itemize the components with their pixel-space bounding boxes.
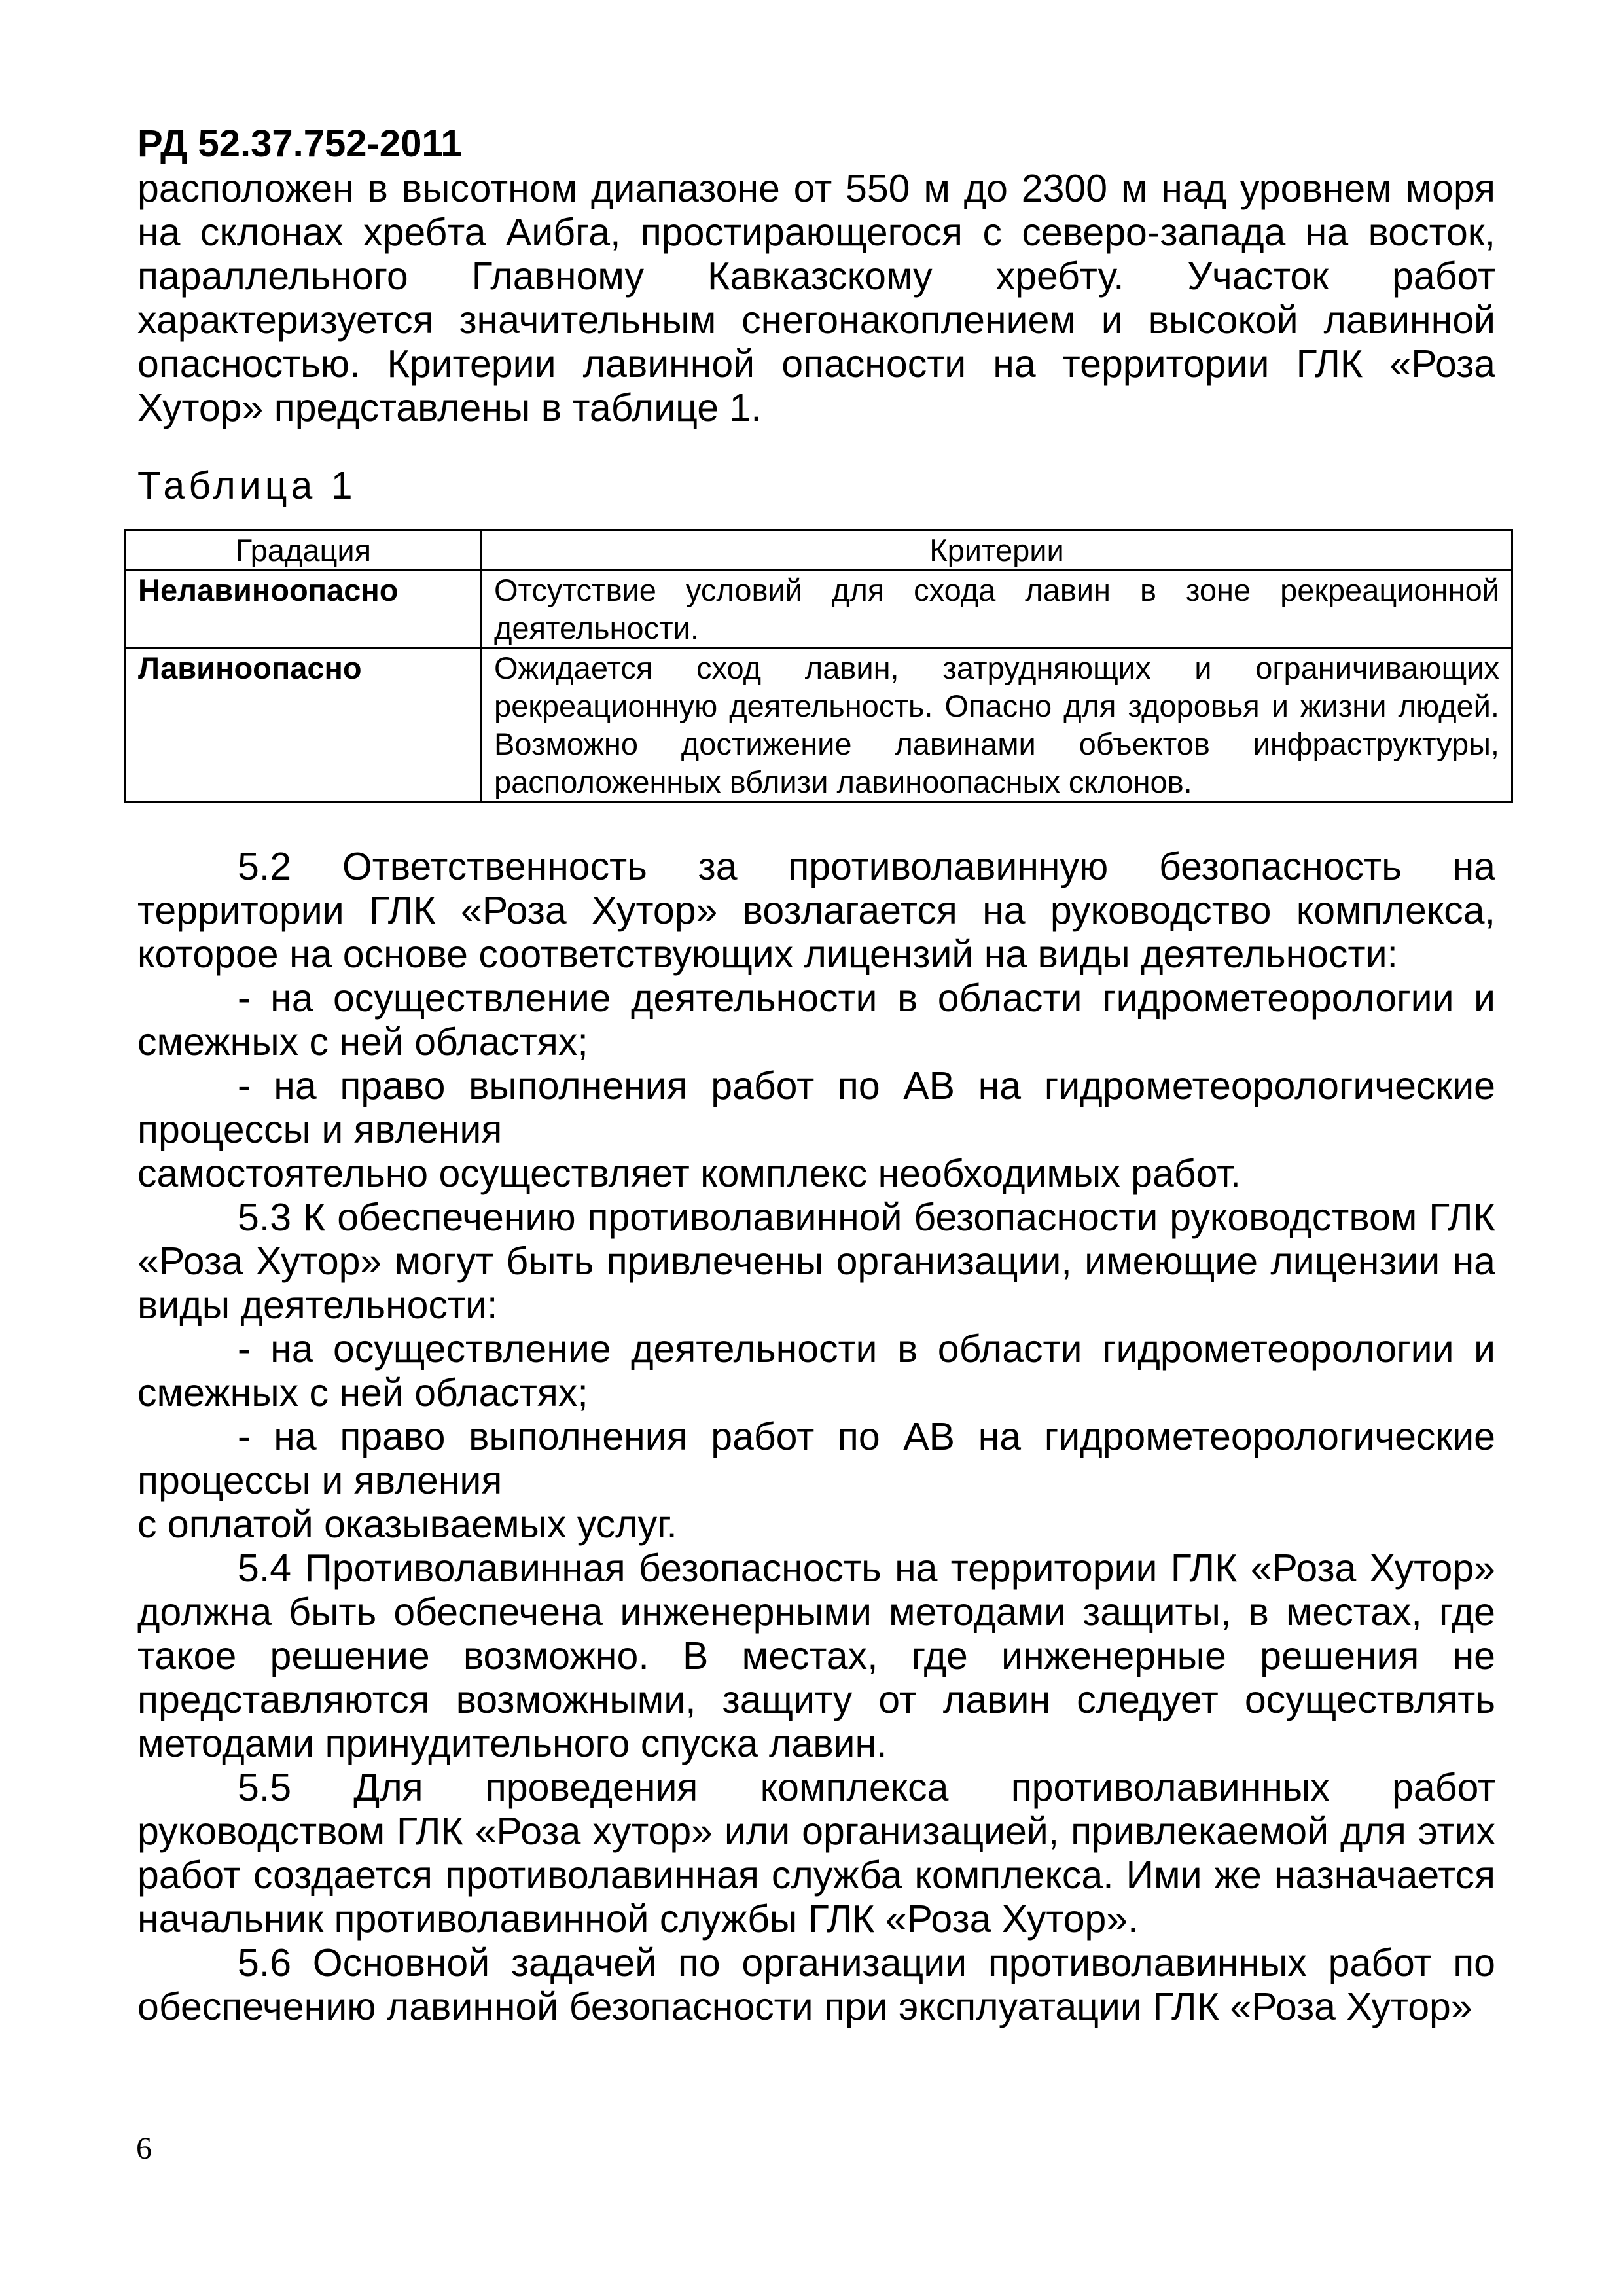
paragraph-continuation: с оплатой оказываемых услуг. xyxy=(137,1503,677,1546)
grade-cell: Лавиноопасно xyxy=(126,649,482,802)
section-5-2: 5.2 Ответственность за противолавинную безопасность на территории ГЛК «Роза Хутор» возлагается на руководство комплекса, которое на основе соответствующих лицензий на виды деятельности: xyxy=(137,845,1495,976)
header-grade: Градация xyxy=(126,531,482,571)
table-header-row xyxy=(126,531,1512,571)
body-sections xyxy=(137,845,1495,2029)
grade-cell: Нелавиноопасно xyxy=(126,571,482,649)
table-row xyxy=(126,571,1512,649)
document-page xyxy=(137,121,1499,2029)
section-5-6: 5.6 Основной задачей по организации противолавинных работ по обеспечению лавинной безопасности при эксплуатации ГЛК «Роза Хутор» xyxy=(137,1941,1495,2028)
header-criteria: Критерии xyxy=(482,531,1512,571)
section-5-3: 5.3 К обеспечению противолавинной безопасности руководством ГЛК «Роза Хутор» могут быть привлечены организации, имеющие лицензии на виды деятельности: xyxy=(137,1196,1495,1327)
criteria-cell: Отсутствие условий для схода лавин в зоне рекреационной деятельности. xyxy=(482,571,1512,649)
page-number: 6 xyxy=(136,2131,152,2166)
document-code: РД 52.37.752-2011 xyxy=(137,122,462,165)
list-item: - на осуществление деятельности в области гидрометеорологии и смежных с ней областях; xyxy=(137,977,1495,1064)
criteria-cell: Ожидается сход лавин, затрудняющих и ограничивающих рекреационную деятельность. Опасно для здоровья и жизни людей. Возможно достижение лавинами объектов инфраструктуры, расположенных вблизи лавиноопасных склонов. xyxy=(482,649,1512,802)
table-row xyxy=(126,649,1512,802)
list-item: - на право выполнения работ по АВ на гидрометеорологические процессы и явления xyxy=(137,1064,1495,1151)
criteria-table xyxy=(124,529,1513,803)
paragraph-continuation: самостоятельно осуществляет комплекс необходимых работ. xyxy=(137,1152,1241,1195)
section-5-4: 5.4 Противолавинная безопасность на территории ГЛК «Роза Хутор» должна быть обеспечена инженерными методами защиты, в местах, где такое решение возможно. В местах, где инженерные решения не представляются возможными, защиту от лавин следует осуществлять методами принудительного спуска лавин. xyxy=(137,1547,1495,1765)
list-item: - на право выполнения работ по АВ на гидрометеорологические процессы и явления xyxy=(137,1415,1495,1502)
table-caption: Таблица 1 xyxy=(137,464,357,507)
list-item: - на осуществление деятельности в области гидрометеорологии и смежных с ней областях; xyxy=(137,1327,1495,1414)
intro-paragraph: расположен в высотном диапазоне от 550 м до 2300 м над уровнем моря на склонах хребта Аибга, простирающегося с северо-запада на восток, параллельного Главному Кавказскому хребту. Участок работ характеризуется значительным снегонакоплением и высокой лавинной опасностью. Критерии лавинной опасности на территории ГЛК «Роза Хутор» представлены в таблице 1. xyxy=(137,167,1495,429)
section-5-5: 5.5 Для проведения комплекса противолавинных работ руководством ГЛК «Роза хутор» или организацией, привлекаемой для этих работ создается противолавинная служба комплекса. Ими же назначается начальник противолавинной службы ГЛК «Роза Хутор». xyxy=(137,1766,1495,1941)
